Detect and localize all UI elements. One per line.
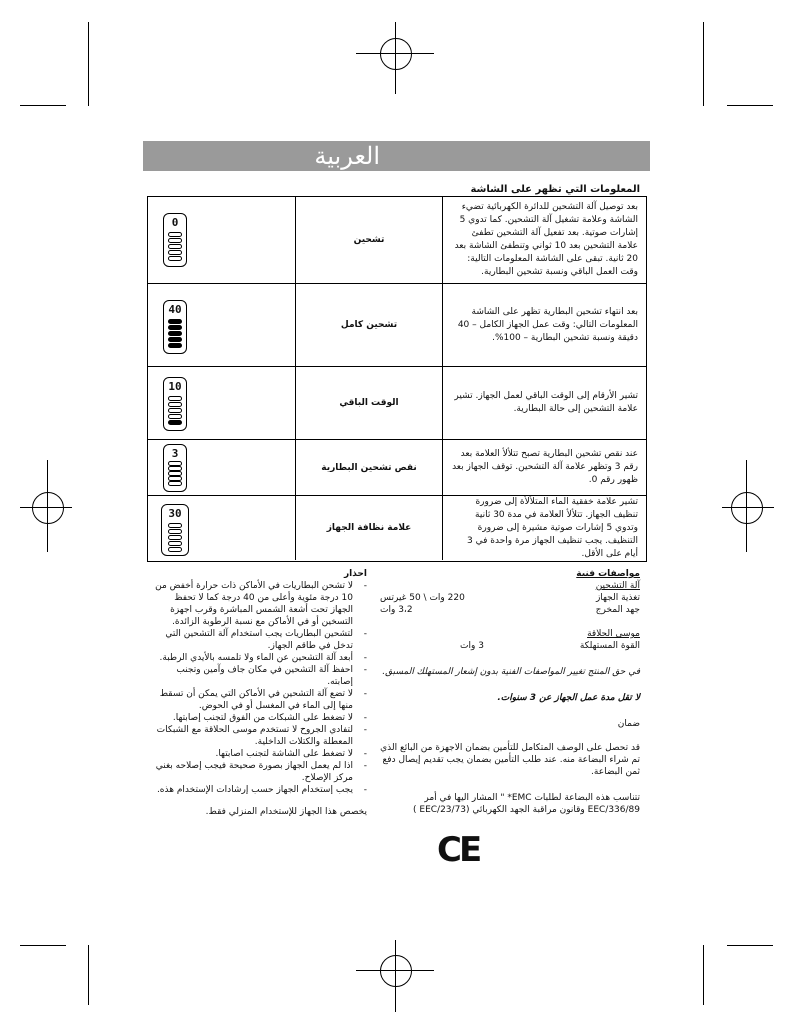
list-item: - لا تشحن البطاريات في الأماكن ذات حرارة أخفض من 10 درجة مئوية وأعلى من 40 درجة كما لا تحفظ الجهاز تحت أشعة الشمس المباشرة وقرب اجهزة التسخين أو في الأماكن مع نسبة الرطوبة الزائدة. [153, 580, 367, 628]
household-use-note: يخصص هذا الجهاز للإستخدام المنزلي فقط. [205, 807, 367, 817]
specs-title: مواصفات فنية [576, 569, 640, 579]
emc-text: تتناسب هذه البضاعة لطلبات EMC* " المشار اليها في أمر EEC/336/89 وقانون مراقبة الجهد الكهربائي (EEC/23/73 ) [413, 793, 640, 815]
header-bar [143, 141, 650, 171]
table-row [148, 496, 646, 560]
table-row [148, 284, 646, 367]
list-item: - لا تضع آلة التشحين في الأماكن التي يمكن أن تسقط منها إلى الماء في المغسل أو في الحوض. [153, 688, 367, 712]
display-icon-cell [148, 496, 296, 560]
list-item: - اذا لم يعمل الجهاز بصورة صحيحة فيجب إصلاحه بغني مركز الإصلاح. [153, 760, 367, 784]
row-description: عند نقص تشحين البطارية تصبح تتلألأ العلامة بعد رقم 3 وتظهر علامة آلة التشحين. توقف الجهاز بعد ظهور رقم 0. [452, 449, 638, 485]
battery-display-icon: 3 [163, 444, 187, 492]
warranty-title: ضمان [617, 719, 640, 729]
charger-label: آلة التشحين [595, 581, 640, 591]
row-title: الوقت الباقي [296, 367, 443, 439]
list-item: - احفظ آلة التشحين في مكان جاف وآمين وتجنب إصابته. [153, 664, 367, 688]
crop-mark [88, 945, 89, 1005]
row-description: تشير الأرقام إلى الوقت الباقي لعمل الجهاز. تشير علامة التشحين إلى حالة البطارية. [454, 391, 638, 414]
crop-mark [20, 105, 66, 106]
display-icon-cell [148, 197, 296, 283]
ce-mark: CE [437, 830, 480, 870]
table-row [148, 440, 646, 496]
display-info-table [147, 196, 647, 562]
crop-mark [727, 105, 773, 106]
battery-display-icon: 40 [163, 300, 187, 354]
display-icon-cell [148, 367, 296, 439]
crop-mark [727, 945, 773, 946]
spec-row: تغذية الجهاز 220 وات \ 50 غيرتس [380, 593, 640, 603]
service-life-note: لا تقل مدة عمل الجهاز عن 3 سنوات. [497, 693, 640, 703]
list-item: - أبعد آلة التشحين عن الماء ولا تلمسه بالأيدي الرطبة. [153, 652, 367, 664]
display-icon-cell [148, 284, 296, 366]
section-title: المعلومات التي تظهر على الشاشة [470, 184, 640, 195]
battery-display-icon: 0 [163, 213, 187, 267]
crop-mark [88, 22, 89, 106]
list-item: - لتفادي الجروح لا تستخدم موسى الحلاقة مع الشبكات المعطلة والكتلات الداخلية. [153, 724, 367, 748]
list-item: - لا تضغط على الشاشة لتجنب اصابتها. [153, 748, 367, 760]
specs-column [370, 568, 640, 816]
shaver-label: موسى الحلاقة [587, 629, 640, 639]
row-description: بعد توصيل آلة التشحين للدائرة الكهربائية تضيء الشاشة وعلامة تشغيل آلة التشحين. كما تدوي 5 إشارات صوتية. بعد تفعيل آلة التشحين تطفئ علامة التشحين بعد 10 ثواني وتنطفئ الشاشة بعد 20 ثانية. تبقى على الشاشة المعلومات التالية: وقت العمل الباقي ونسبة تشحين البطارية. [454, 202, 638, 277]
warnings-column [153, 568, 367, 818]
row-title: تشحين [296, 197, 443, 283]
crop-mark [703, 22, 704, 106]
battery-display-icon: 30 [161, 504, 189, 556]
table-row [148, 367, 646, 440]
row-title: علامة نظافة الجهاز [296, 496, 443, 560]
list-item: - لتشحين البطاريات يجب استخدام آلة التشحين التي تدخل في طاقم الجهاز. [153, 628, 367, 652]
warranty-text: قد تحصل على الوصف المتكامل للتأمين بضمان الاجهزة من البائع الذي تم شراء البضاعة منه. عند طلب التأمين بضمان يجب تقديم إيصال دفع ثمن البضاعة. [380, 743, 640, 777]
list-item: - لا تضغط على الشبكات من الفوق لتجنب إصابتها. [153, 712, 367, 724]
row-description: تشير علامة خفقية الماء المتلألأة إلى ضرورة تنظيف الجهاز. تتلألأ العلامة في مدة 30 ثانية وتدوي 5 إشارات صوتية مشيرة إلى ضرورة التنظيف. يجب تنظيف الجهاز مرة واحدة في 3 أيام على الأقل. [467, 496, 638, 559]
battery-display-icon: 10 [163, 377, 187, 431]
list-item: - يجب إستخدام الجهاز حسب إرشادات الإستخدام هذه. [153, 784, 367, 796]
display-icon-cell [148, 440, 296, 495]
warnings-list [153, 580, 367, 796]
page-title: العربية [314, 142, 380, 170]
row-title: نقص تشحين البطارية [296, 440, 443, 495]
crop-mark [20, 945, 66, 946]
spec-row: جهد المخرج 3،2 وات [380, 605, 640, 615]
table-row [148, 197, 646, 284]
row-title: تشحين كامل [296, 284, 443, 366]
specs-note: في حق المنتج تغيير المواصفات الفنية بدون إشعار المستهلك المسبق. [382, 667, 640, 677]
crop-mark [703, 945, 704, 1005]
row-description: بعد انتهاء تشحين البطارية تظهر على الشاشة المعلومات التالي: وقت عمل الجهاز الكامل – 40 دقيقة ونسبة تشحين البطارية – 100%. [457, 306, 638, 343]
warnings-title: احذار [343, 569, 367, 579]
spec-row: القوة المستهلكة 3 وات [460, 641, 640, 651]
